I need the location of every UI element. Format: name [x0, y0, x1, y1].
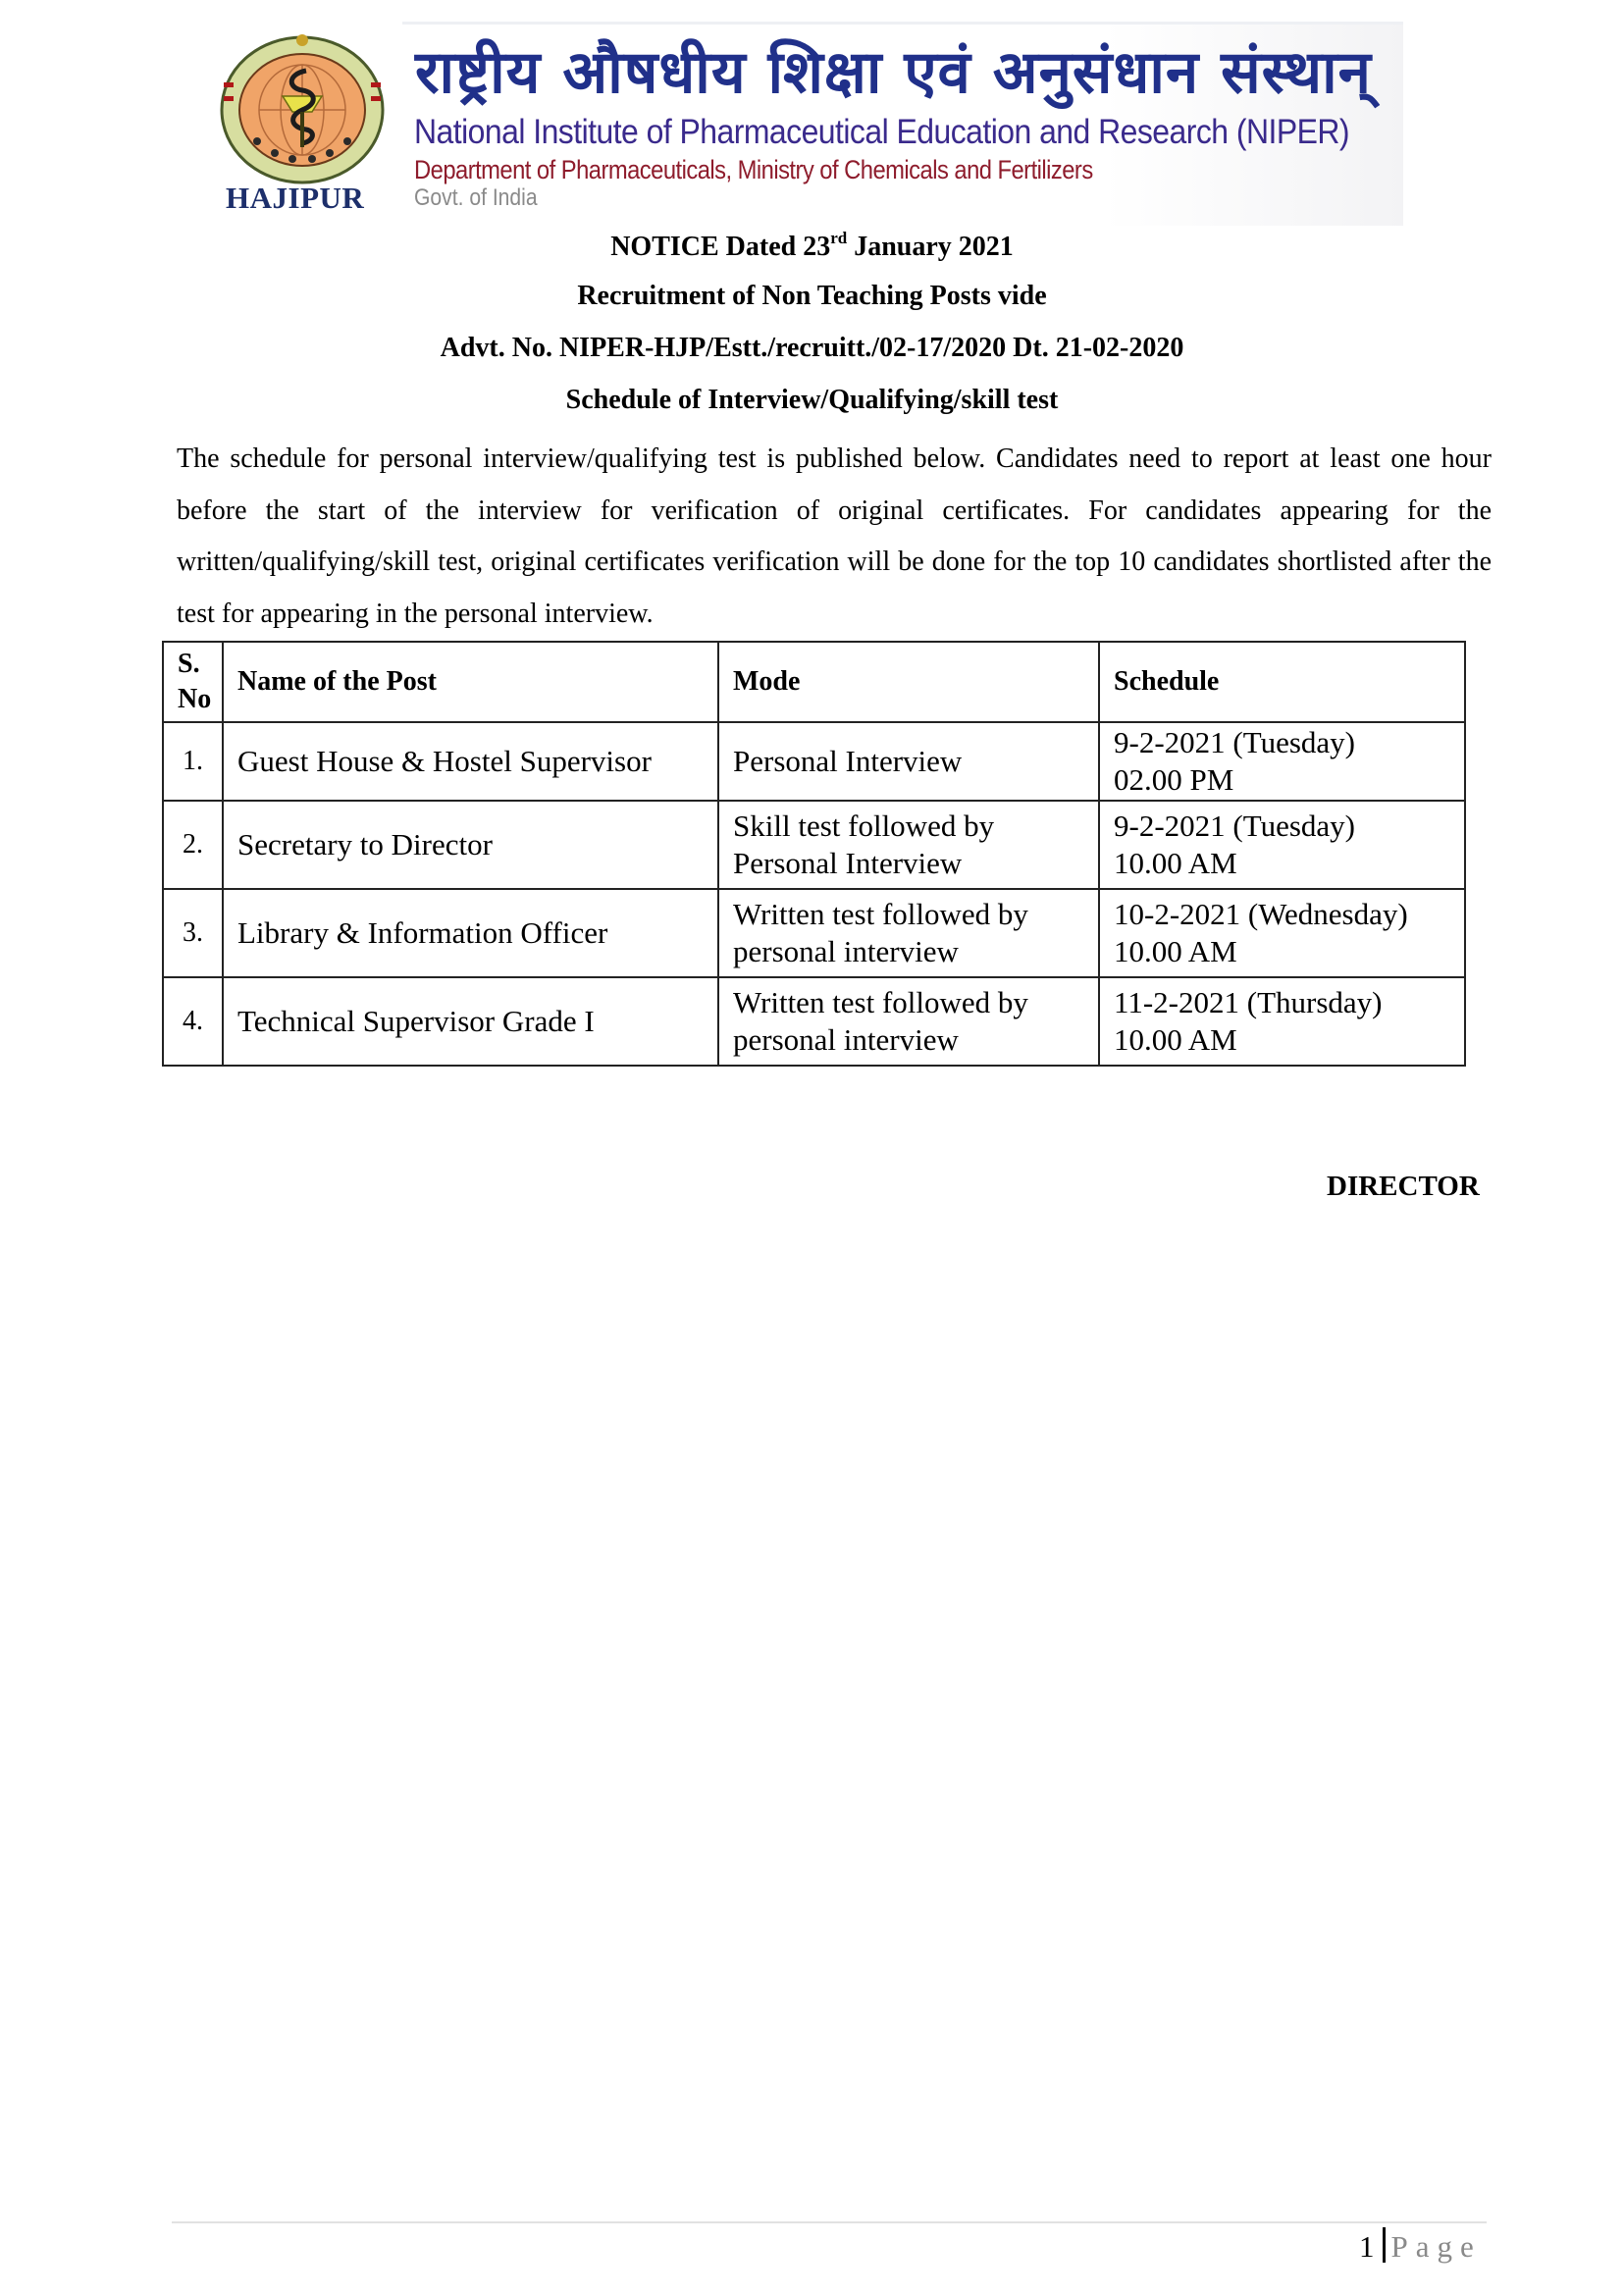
- footer-divider: [172, 2221, 1487, 2223]
- campus-name: HAJIPUR: [226, 181, 365, 215]
- schedule-time: 10.00 AM: [1114, 846, 1237, 880]
- header-sno-line2: No: [178, 684, 212, 714]
- mode-line: Written test followed by: [733, 985, 1028, 1019]
- table-header-row: [163, 642, 1465, 722]
- cell-schedule: [1099, 801, 1465, 889]
- mode-line: Personal Interview: [733, 744, 963, 778]
- cell-post: Secretary to Director: [223, 801, 718, 889]
- header-mode: Mode: [718, 642, 1099, 722]
- table-row: [163, 889, 1465, 977]
- cell-post: Guest House & Hostel Supervisor: [223, 722, 718, 801]
- mode-line: Skill test followed by: [733, 808, 995, 843]
- notice-title-ordinal: rd: [830, 229, 848, 247]
- cell-sno: 3.: [163, 889, 223, 977]
- institute-name-hindi: राष्ट्रीय औषधीय शिक्षा एवं अनुसंधान संस्थान्: [415, 38, 1372, 107]
- government-label: Govt. of India: [414, 184, 538, 211]
- header-post: Name of the Post: [223, 642, 718, 722]
- cell-mode: [718, 722, 1099, 801]
- table-row: [163, 722, 1465, 801]
- schedule-table: [162, 641, 1466, 1067]
- notice-title-prefix: NOTICE Dated 23: [610, 232, 831, 262]
- cell-sno: 2.: [163, 801, 223, 889]
- header-schedule: Schedule: [1099, 642, 1465, 722]
- notice-subtitle: Recruitment of Non Teaching Posts vide: [577, 281, 1047, 311]
- cell-schedule: [1099, 977, 1465, 1066]
- mode-line: Written test followed by: [733, 897, 1028, 931]
- table-row: [163, 801, 1465, 889]
- page-footer: [1359, 2227, 1482, 2265]
- cell-schedule: [1099, 889, 1465, 977]
- cell-mode: [718, 889, 1099, 977]
- notice-title-date: January 2021: [847, 232, 1014, 262]
- schedule-date: 9-2-2021 (Tuesday): [1114, 725, 1355, 759]
- schedule-time: 10.00 AM: [1114, 1022, 1237, 1057]
- cell-schedule: [1099, 722, 1465, 801]
- schedule-date: 10-2-2021 (Wednesday): [1114, 897, 1408, 931]
- schedule-date: 9-2-2021 (Tuesday): [1114, 808, 1355, 843]
- niper-emblem-icon: [218, 31, 387, 184]
- notice-title: [0, 229, 1624, 263]
- schedule-heading: Schedule of Interview/Qualifying/skill test: [565, 385, 1059, 415]
- page-label: Page: [1390, 2229, 1482, 2264]
- cell-sno: 1.: [163, 722, 223, 801]
- letterhead: [206, 22, 1403, 223]
- signatory: DIRECTOR: [1327, 1171, 1480, 1202]
- notice-body: The schedule for personal interview/qualifying test is published below. Candidates need to report at least one hour before the start of the interview for verification of original certificates. For candidates appearing for the written/qualifying/skill test, original certificates verification will be done for the top 10 candidates shortlisted after the test for appearing in the personal interview.: [177, 443, 1492, 629]
- schedule-time: 02.00 PM: [1114, 762, 1234, 797]
- header-sno-line1: S.: [178, 649, 200, 679]
- advertisement-number: Advt. No. NIPER-HJP/Estt./recruitt./02-17/2020 Dt. 21-02-2020: [440, 333, 1184, 363]
- cell-mode: [718, 801, 1099, 889]
- table-row: [163, 977, 1465, 1066]
- mode-line: personal interview: [733, 934, 959, 968]
- cell-mode: [718, 977, 1099, 1066]
- page-number: 1: [1359, 2229, 1375, 2264]
- cell-post: Technical Supervisor Grade I: [223, 977, 718, 1066]
- mode-line: personal interview: [733, 1022, 959, 1057]
- header-sno: [163, 642, 223, 722]
- department-name: Department of Pharmaceuticals, Ministry of Chemicals and Fertilizers: [414, 155, 1093, 184]
- cell-sno: 4.: [163, 977, 223, 1066]
- schedule-date: 11-2-2021 (Thursday): [1114, 985, 1383, 1019]
- mode-line: Personal Interview: [733, 846, 963, 880]
- cell-post: Library & Information Officer: [223, 889, 718, 977]
- footer-separator: [1383, 2227, 1386, 2263]
- institute-name-english: National Institute of Pharmaceutical Education and Research (NIPER): [414, 112, 1350, 151]
- schedule-time: 10.00 AM: [1114, 934, 1237, 968]
